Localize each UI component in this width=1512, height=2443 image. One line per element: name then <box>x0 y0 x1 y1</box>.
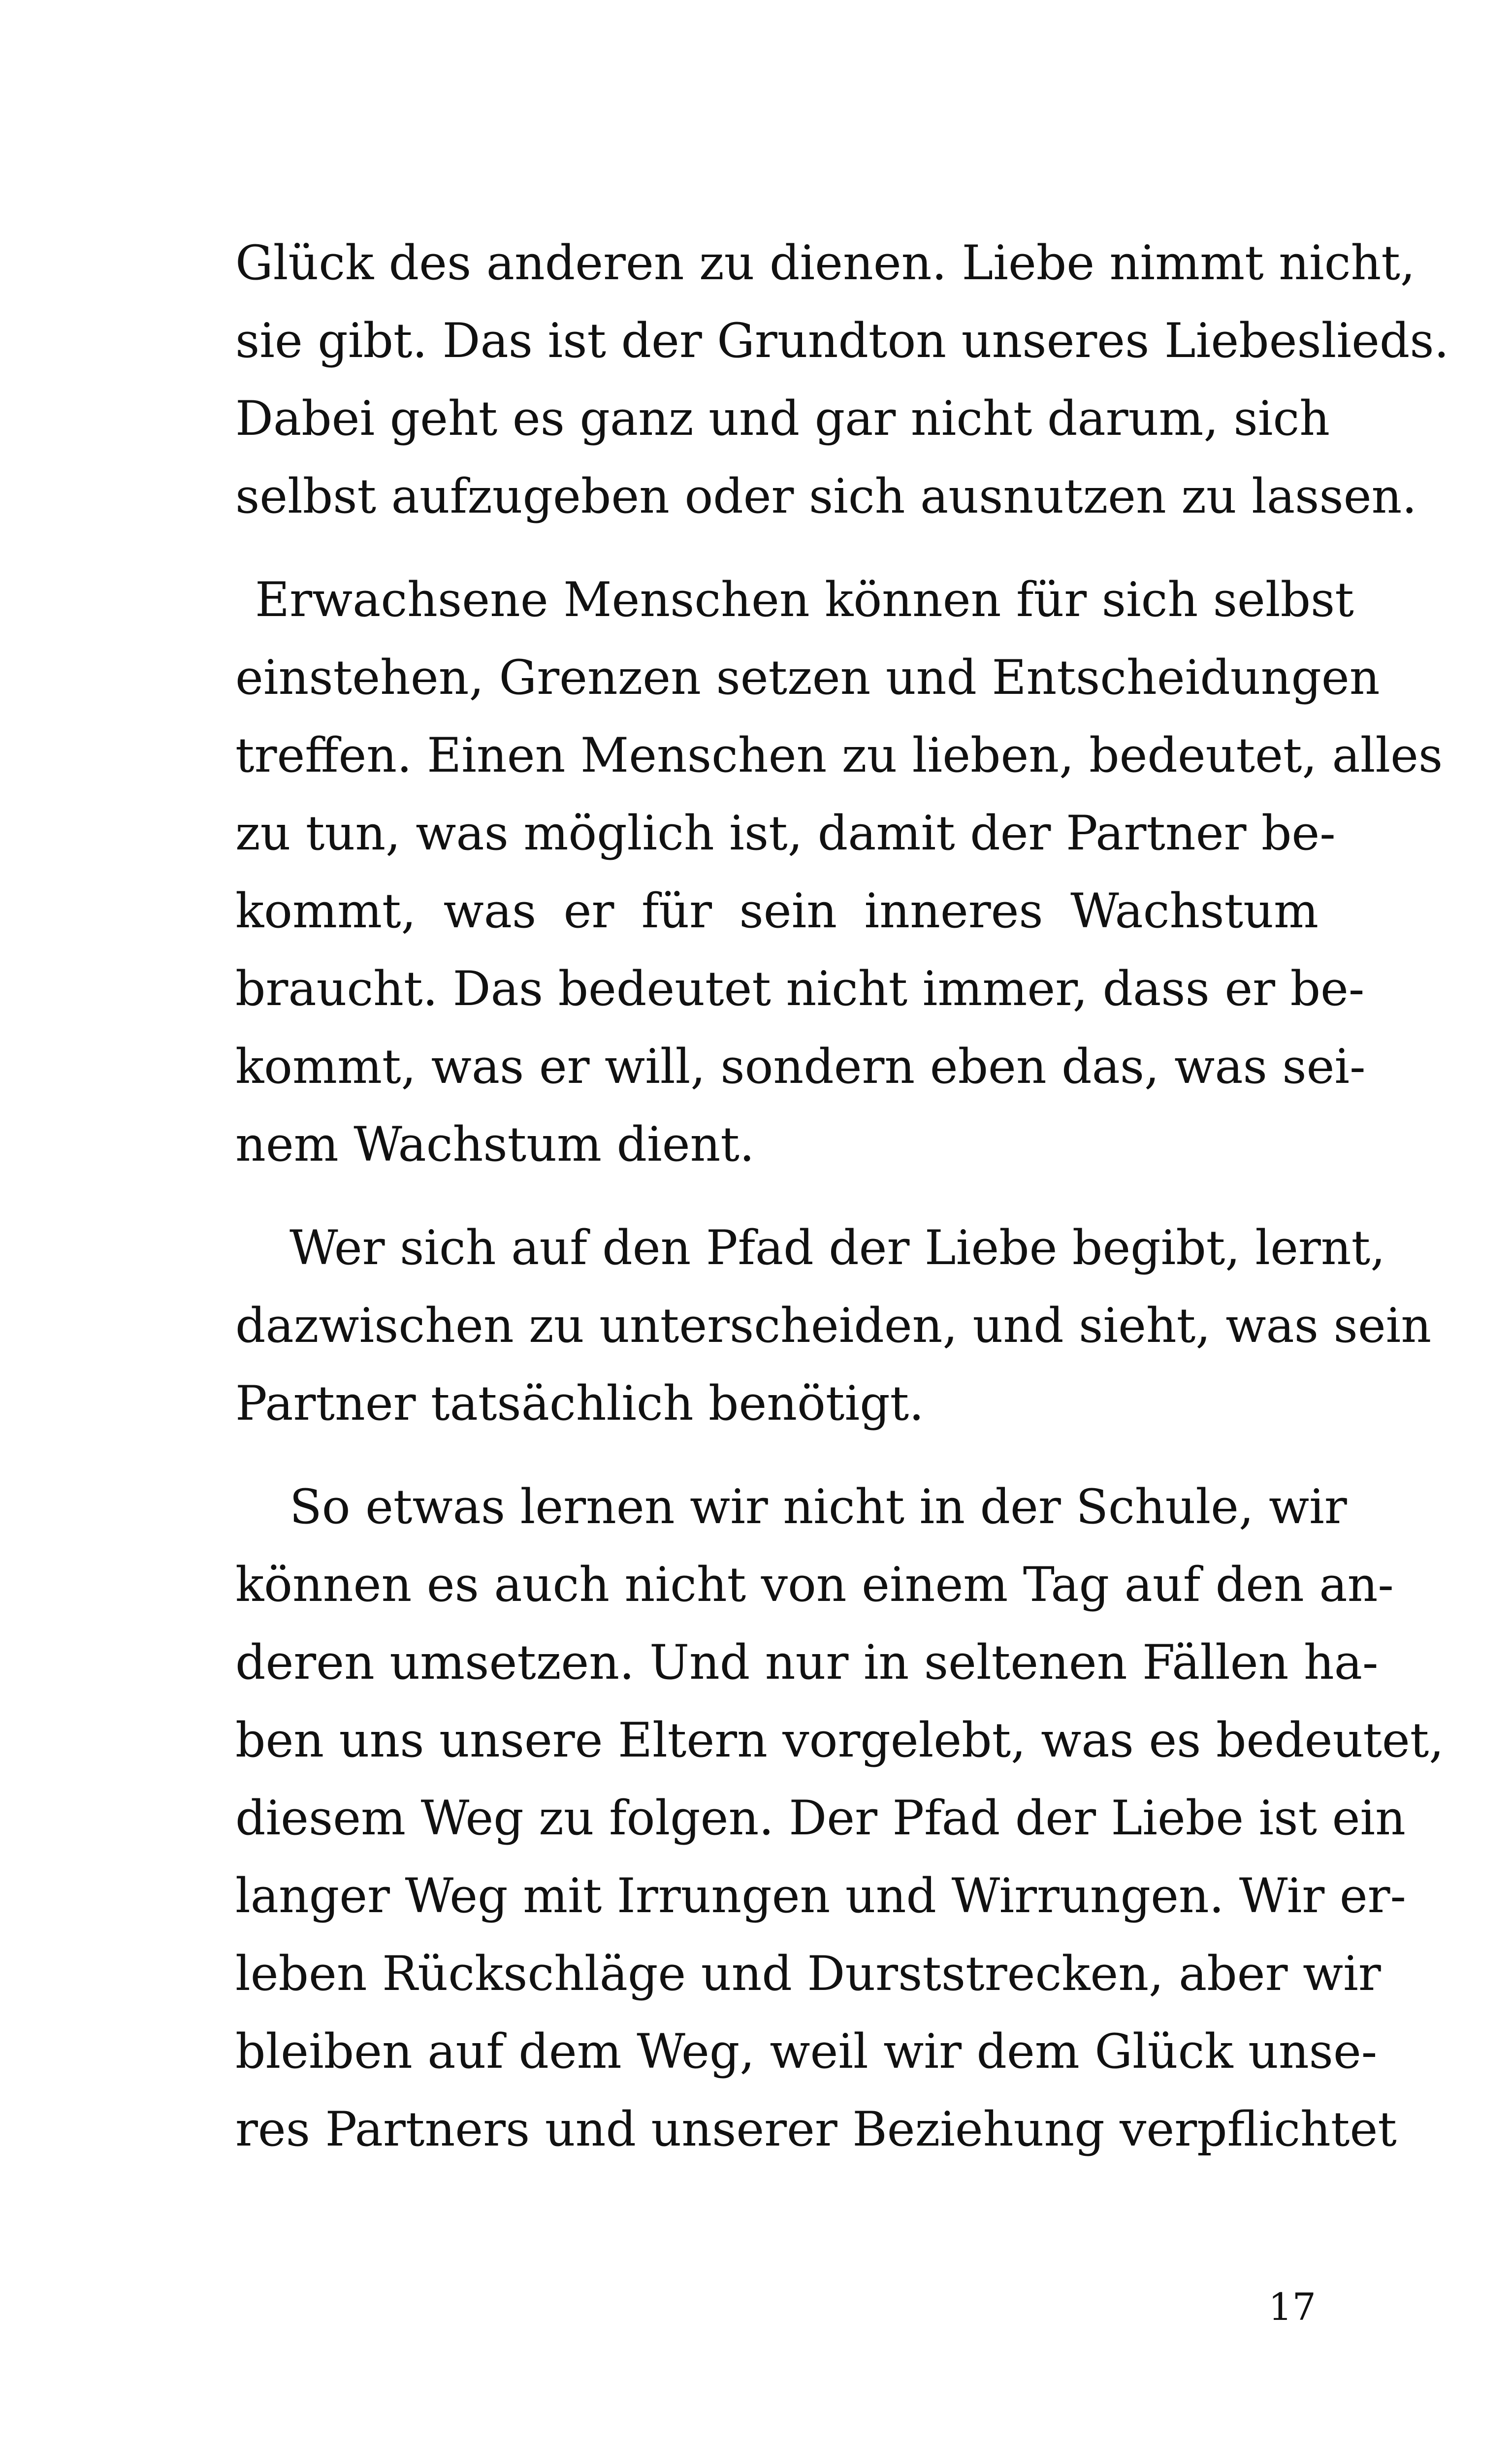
text-line: zu tun, was möglich ist, damit der Partner be- <box>235 806 1336 861</box>
text-line: Dabei geht es ganz und gar nicht darum, sich <box>235 391 1330 446</box>
text-line: können es auch nicht von einem Tag auf den an- <box>235 1557 1394 1612</box>
text-line: nem Wachstum dient. <box>235 1117 755 1172</box>
text-line: Glück des anderen zu dienen. Liebe nimmt nicht, <box>235 235 1415 291</box>
paragraph-1 <box>235 224 1449 535</box>
text-line: Wer sich auf den Pfad der Liebe begibt, lernt, <box>290 1220 1385 1275</box>
paragraph-2 <box>235 561 1443 1183</box>
text-line: ben uns unsere Eltern vorgelebt, was es bedeutet, <box>235 1713 1444 1768</box>
text-line: deren umsetzen. Und nur in seltenen Fällen ha- <box>235 1635 1379 1690</box>
text-line: kommt, was er will, sondern eben das, was sei- <box>235 1039 1366 1094</box>
text-line: treffen. Einen Menschen zu lieben, bedeutet, alles <box>235 728 1443 783</box>
text-line: So etwas lernen wir nicht in der Schule, wir <box>290 1479 1347 1534</box>
paragraph-4 <box>235 1468 1444 2168</box>
text-line: leben Rückschläge und Durststrecken, aber wir <box>235 1946 1381 2001</box>
body-text <box>235 224 1449 2168</box>
text-line: braucht. Das bedeutet nicht immer, dass er be- <box>235 961 1365 1016</box>
text-line: langer Weg mit Irrungen und Wirrungen. Wir er- <box>235 1868 1406 1923</box>
text-line: bleiben auf dem Weg, weil wir dem Glück unse- <box>235 2024 1378 2079</box>
text-line: selbst aufzugeben oder sich ausnutzen zu lassen. <box>235 469 1417 524</box>
text-line: sie gibt. Das ist der Grundton unseres Liebeslieds. <box>235 313 1449 368</box>
text-line: Erwachsene Menschen können für sich selbst <box>255 572 1354 627</box>
text-line: dazwischen zu unterscheiden, und sieht, was sein <box>235 1298 1432 1353</box>
text-line: res Partners und unserer Beziehung verpflichtet <box>235 2102 1397 2157</box>
paragraph-3 <box>235 1209 1432 1442</box>
text-line: kommt, was er für sein inneres Wachstum <box>235 883 1319 939</box>
text-line: einstehen, Grenzen setzen und Entscheidungen <box>235 650 1380 705</box>
text-line: diesem Weg zu folgen. Der Pfad der Liebe ist ein <box>235 1791 1406 1846</box>
text-line: Partner tatsächlich benötigt. <box>235 1376 924 1431</box>
page-number: 17 <box>1268 2285 1316 2329</box>
